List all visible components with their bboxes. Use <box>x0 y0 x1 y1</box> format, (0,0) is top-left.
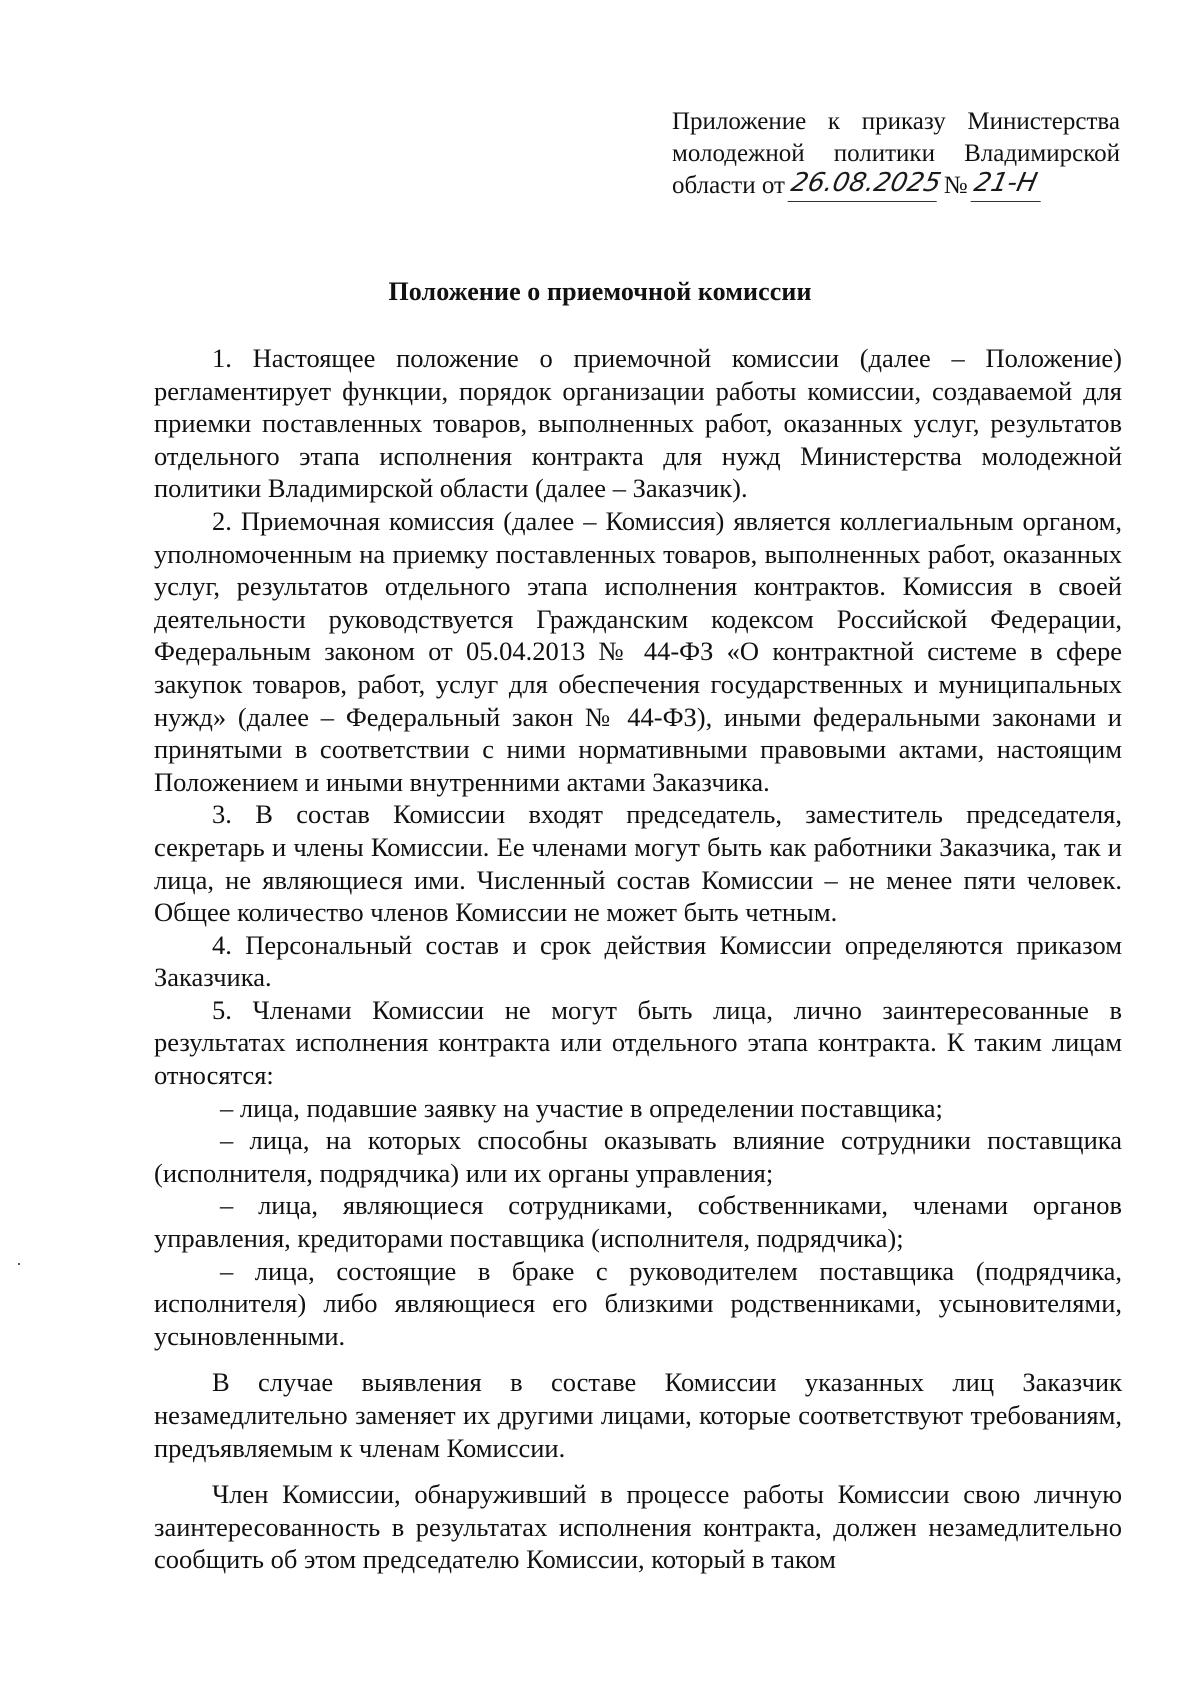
paragraph-5: 5. Членами Комиссии не могут быть лица, лично заинтересованные в результатах исполнения контракта или отдельного этапа контракта. К таким лицам относятся: <box>154 994 1122 1091</box>
appendix-word: молодежной <box>672 140 805 167</box>
appendix-date-label: области от <box>672 172 785 199</box>
handwritten-date: 26.08.2025 <box>788 170 944 202</box>
appendix-line-3 <box>672 170 1120 202</box>
paragraph-3: 3. В состав Комиссии входят председатель, заместитель председателя, секретарь и члены Комиссии. Ее членами могут быть как работники Заказчика, так и лица, не являющиеся ими. Численный состав Комиссии – не менее пяти человек. Общее количество членов Комиссии не может быть четным. <box>154 799 1122 928</box>
paragraph-1: 1. Настоящее положение о приемочной комиссии (далее – Положение) регламентирует функции, порядок организации работы комиссии, создаваемой для приемки поставленных товаров, выполненных работ, оказанных услуг, результатов отдельного этапа исполнения контракта для нужд Министерства молодежной политики Владимирской области (далее – Заказчик). <box>154 343 1122 504</box>
appendix-word: Министерства <box>967 108 1120 135</box>
paragraph-2: 2. Приемочная комиссия (далее – Комиссия) является коллегиальным органом, уполномоченным на приемку поставленных товаров, выполненных работ, оказанных услуг, результатов отдельного этапа исполнения контрактов. Комиссия в своей деятельности руководствуется Гражданским кодексом Российской Федерации, Федеральным законом от 05.04.2013 № 44-ФЗ «О контрактной системе в сфере закупок товаров, работ, услуг для обеспечения государственных и муниципальных нужд» (далее – Федеральный закон № 44-ФЗ), иными федеральными законами и принятыми в соответствии с ними нормативными правовыми актами, настоящим Положением и иными внутренними актами Заказчика. <box>154 505 1122 797</box>
appendix-word: Владимирской <box>964 140 1120 167</box>
appendix-header <box>672 106 1120 202</box>
paragraph-4: 4. Персональный состав и срок действия Комиссии определяются приказом Заказчика. <box>154 929 1122 993</box>
dash-item-4: – лица, состоящие в браке с руководителем поставщика (подрядчика, исполнителя) либо являющиеся его близкими родственниками, усыновителями, усыновленными. <box>154 1255 1122 1351</box>
dash-item-1: – лица, подавшие заявку на участие в определении поставщика; <box>220 1092 943 1123</box>
appendix-line-1 <box>672 106 1120 138</box>
handwritten-number: 21-Н <box>970 170 1047 202</box>
dash-item-3: – лица, являющиеся сотрудниками, собственниками, членами органов управления, кредиторами поставщика (исполнителя, подрядчика); <box>154 1190 1122 1254</box>
dash-item-2: – лица, на которых способны оказывать влияние сотрудники поставщика (исполнителя, подрядчика) или их органы управления; <box>154 1125 1122 1188</box>
appendix-word: к <box>827 108 841 135</box>
appendix-number-label: № <box>943 172 968 199</box>
closing-paragraph-1: В случае выявления в составе Комиссии указанных лиц Заказчик незамедлительно заменяет их другими лицами, которые соответствуют требованиям, предъявляемым к членам Комиссии. <box>154 1367 1122 1463</box>
appendix-line-2 <box>672 138 1120 170</box>
closing-paragraph-2: Член Комиссии, обнаруживший в процессе работы Комиссии свою личную заинтересованность в результатах исполнения контракта, должен незамедлительно сообщить об этом председателю Комиссии, который в таком <box>154 1479 1122 1575</box>
appendix-word: приказу <box>861 108 946 135</box>
appendix-word: Приложение <box>672 108 807 135</box>
document-body <box>154 342 1122 1576</box>
scan-speck <box>18 1263 20 1265</box>
document-title: Положение о приемочной комиссии <box>388 277 812 306</box>
appendix-word: политики <box>833 140 935 167</box>
